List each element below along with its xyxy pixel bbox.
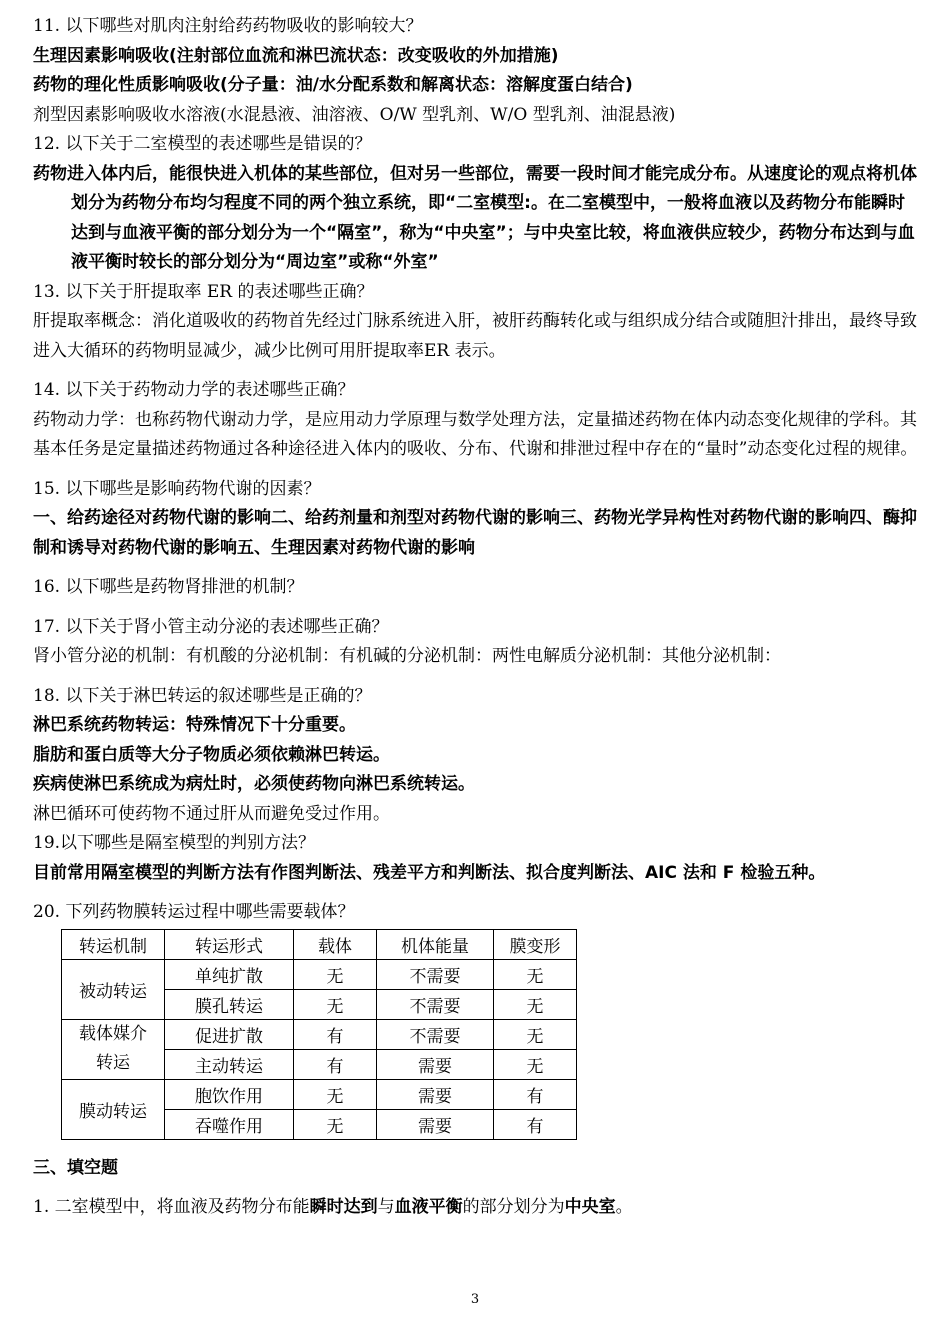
q13-question: 13. 以下关于肝提取率 ER 的表述哪些正确？ <box>33 281 374 302</box>
membrane-transport-table <box>61 929 577 1140</box>
mechanism-cell: 膜动转运 <box>62 1079 165 1139</box>
text-run: 与 <box>377 1197 395 1217</box>
table-cell: 不需要 <box>377 989 494 1019</box>
section-heading: 三、填空题 <box>33 1157 118 1178</box>
answer-run: 血液平衡 <box>394 1197 463 1217</box>
table-cell: 不需要 <box>377 1019 494 1049</box>
table-cell: 主动转运 <box>165 1049 294 1079</box>
mechanism-cell <box>62 1019 165 1079</box>
table-cell: 促进扩散 <box>165 1019 294 1049</box>
table-cell: 有 <box>494 1109 577 1139</box>
q18-answer-1: 淋巴系统药物转运：特殊情况下十分重要。 <box>33 715 356 735</box>
q11-answer-2: 药物的理化性质影响吸收(分子量：油/水分配系数和解离状态：溶解度蛋白结合) <box>33 75 633 95</box>
fill-blank-1 <box>33 1193 918 1223</box>
q19-question: 19.以下哪些是隔室模型的判别方法？ <box>33 833 316 853</box>
q15-question: 15. 以下哪些是影响药物代谢的因素？ <box>33 478 321 499</box>
q14-answer: 药物动力学：也称药物代谢动力学，是应用动力学原理与数学处理方法，定量描述药物在体内动态变化规律的学科。其基本任务是定量描述药物通过各种途径进入体内的吸收、分布、代谢和排泄过程中存在的“量时”动态变化过程的规律。 <box>33 409 918 459</box>
q17-question: 17. 以下关于肾小管主动分泌的表述哪些正确？ <box>33 616 389 637</box>
q18-answer-2: 脂肪和蛋白质等大分子物质必须依赖淋巴转运。 <box>33 744 390 765</box>
q18-answer-4: 淋巴循环可使药物不通过肝从而避免受过作用。 <box>33 803 390 824</box>
text-run: 的部分划分为 <box>462 1197 565 1217</box>
q17-answer: 肾小管分泌的机制：有机酸的分泌机制：有机碱的分泌机制：两性电解质分泌机制：其他分泌机制： <box>33 646 781 666</box>
answer-run: 中央室 <box>564 1197 616 1217</box>
table-cell: 无 <box>294 989 377 1019</box>
table-cell: 有 <box>294 1049 377 1079</box>
table-row <box>62 1019 577 1049</box>
q12-answer: 药物进入体内后，能很快进入机体的某些部位，但对另一些部位，需要一段时间才能完成分布。从速度论的观点将机体划分为药物分布均匀程度不同的两个独立系统，即“二室模型:。在二室模型中，一般将血液以及药物分布能瞬时达到与血液平衡的部分划分为一个“隔室”，称为“中央室”；与中央室比较，将血液供应较少，药物分布达到与血液平衡时较长的部分划分为“周边室”或称“外室” <box>33 163 917 272</box>
text-run: 1. 二室模型中，将血液及药物分布能 <box>33 1197 310 1217</box>
q15-answer: 一、给药途径对药物代谢的影响二、给药剂量和剂型对药物代谢的影响三、药物光学异构性对药物代谢的影响四、酶抑制和诱导对药物代谢的影响五、生理因素对药物代谢的影响 <box>33 508 917 558</box>
answer-run: 瞬时达到 <box>309 1197 378 1217</box>
table-row <box>62 959 577 989</box>
table-header-cell: 转运形式 <box>165 929 294 959</box>
table-cell: 无 <box>294 1079 377 1109</box>
q13-answer: 肝提取率概念：消化道吸收的药物首先经过门脉系统进入肝，被肝药酶转化或与组织成分结合或随胆汁排出，最终导致进入大循环的药物明显减少，减少比例可用肝提取率ER 表示。 <box>33 311 917 361</box>
table-cell: 无 <box>494 1019 577 1049</box>
text-run: 。 <box>615 1197 633 1217</box>
q19-answer: 目前常用隔室模型的判断方法有作图判断法、残差平方和判断法、拟合度判断法、AIC 法和 F 检验五种。 <box>33 862 826 883</box>
q18-answer-3: 疾病使淋巴系统成为病灶时，必须使药物向淋巴系统转运。 <box>33 774 475 794</box>
table-cell: 膜孔转运 <box>165 989 294 1019</box>
table-cell: 吞噬作用 <box>165 1109 294 1139</box>
table-cell: 无 <box>294 959 377 989</box>
table-cell: 不需要 <box>377 959 494 989</box>
table-cell: 需要 <box>377 1109 494 1139</box>
table-cell: 需要 <box>377 1079 494 1109</box>
table-header-cell: 转运机制 <box>62 929 165 959</box>
mechanism-cell: 被动转运 <box>62 959 165 1019</box>
page-number: 3 <box>470 1292 480 1307</box>
q11-answer-3: 剂型因素影响吸收水溶液(水混悬液、油溶液、O/W 型乳剂、W/O 型乳剂、油混悬液) <box>33 104 676 125</box>
document-page <box>33 12 918 1223</box>
table-cell: 无 <box>494 989 577 1019</box>
q18-question: 18. 以下关于淋巴转运的叙述哪些是正确的？ <box>33 685 372 706</box>
table-cell: 无 <box>494 1049 577 1079</box>
table-cell: 有 <box>294 1019 377 1049</box>
q16-question: 16. 以下哪些是药物肾排泄的机制？ <box>33 577 304 597</box>
q12-question: 12. 以下关于二室模型的表述哪些是错误的？ <box>33 134 372 154</box>
table-cell: 无 <box>494 959 577 989</box>
table-header-cell: 机体能量 <box>377 929 494 959</box>
table-cell: 需要 <box>377 1049 494 1079</box>
mechanism-line: 载体媒介 <box>79 1024 147 1044</box>
table-header-row <box>62 929 577 959</box>
q11-answer-1: 生理因素影响吸收(注射部位血流和淋巴流状态：改变吸收的外加措施) <box>33 45 559 66</box>
q11-question: 11. 以下哪些对肌肉注射给药药物吸收的影响较大？ <box>33 16 423 36</box>
q14-question: 14. 以下关于药物动力学的表述哪些正确？ <box>33 380 355 400</box>
table-row <box>62 1079 577 1109</box>
table-header-cell: 膜变形 <box>494 929 577 959</box>
table-header-cell: 载体 <box>294 929 377 959</box>
table-cell: 无 <box>294 1109 377 1139</box>
table-cell: 单纯扩散 <box>165 959 294 989</box>
mechanism-line: 转运 <box>96 1053 130 1073</box>
table-cell: 胞饮作用 <box>165 1079 294 1109</box>
table-cell: 有 <box>494 1079 577 1109</box>
q20-question: 20. 下列药物膜转运过程中哪些需要载体？ <box>33 902 355 922</box>
